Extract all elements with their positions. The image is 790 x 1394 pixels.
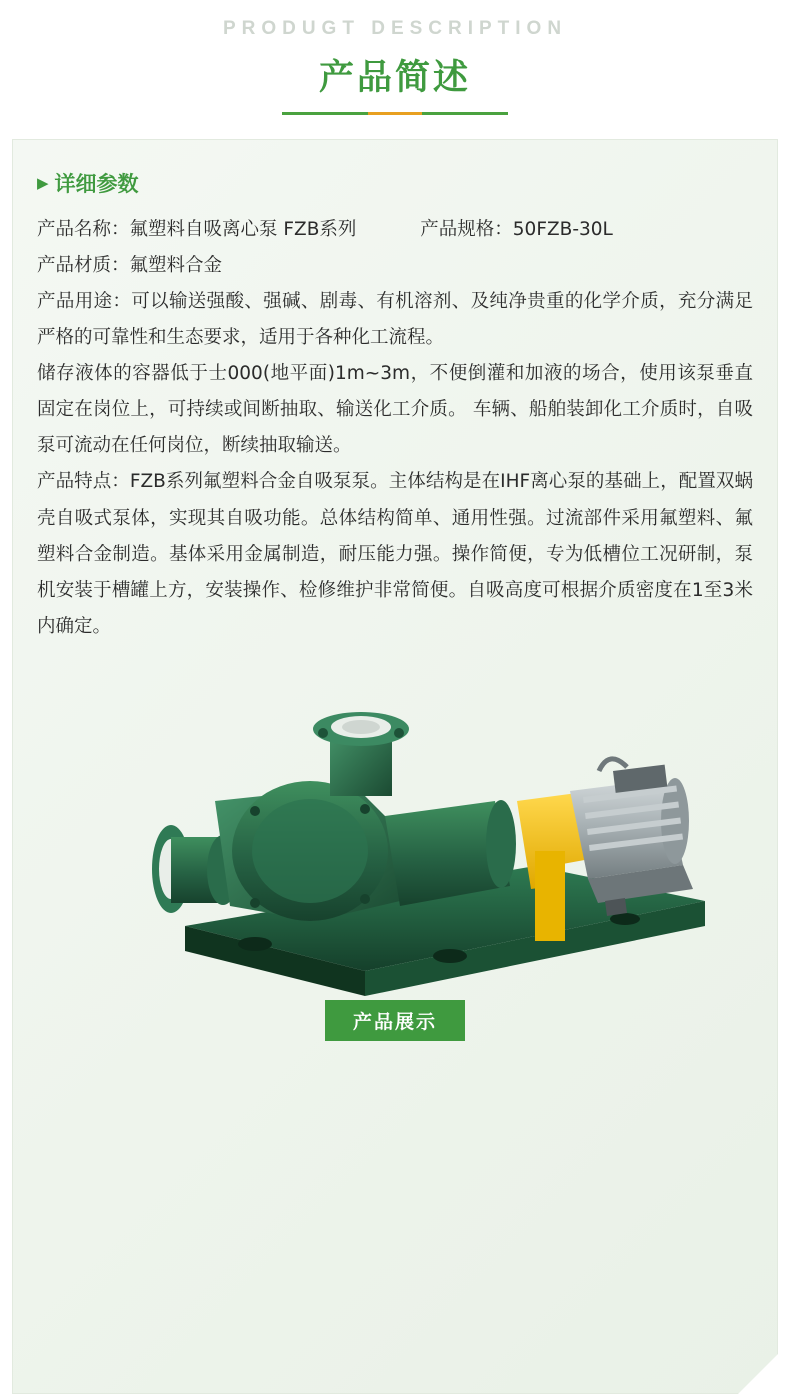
spec-row <box>37 248 753 284</box>
pump-body <box>215 781 400 921</box>
spec-name: 产品名称：氟塑料自吸离心泵 FZB系列 <box>37 219 357 240</box>
spec-application-paragraph: 储存液体的容器低于士000(地平面)1m~3m，不便倒灌和加液的场合，使用该泵垂直固定在岗位上，可持续或间断抽取、输送化工介质。 车辆、船舶装卸化工介质时，自吸泵可流动在任何岗位，断续抽取输送。 <box>37 363 753 457</box>
spec-usage-paragraph: 产品用途：可以输送强酸、强碱、剧毒、有机溶剂、及纯净贵重的化学介质，充分满足严格的可靠性和生态要求，适用于各种化工流程。 <box>37 291 753 349</box>
divider-center-segment <box>368 112 422 115</box>
page-header <box>0 0 790 115</box>
product-image <box>65 651 725 996</box>
triangle-right-icon: ▶ <box>37 173 49 192</box>
section-heading-label: 详细参数 <box>54 172 139 196</box>
divider-left-segment <box>282 112 368 115</box>
spec-row <box>37 212 753 248</box>
spec-material: 产品材质：氟塑料合金 <box>37 255 223 277</box>
spec-model: 产品规格：50FZB-30L <box>420 219 613 240</box>
image-caption-wrap <box>37 1000 753 1041</box>
spec-features-paragraph: 产品特点：FZB系列氟塑料合金自吸泵泵。主体结构是在IHF离心泵的基础上，配置双蜗壳自吸式泵体，实现其自吸功能。总体结构简单、通用性强。过流部件采用氟塑料、氟塑料合金制造。基体采用金属制造，耐压能力强。操作简便，专为低槽位工况研制，泵机安装于槽罐上方，安装操作、检修维护非常简便。自吸高度可根据介质密度在1至3米内确定。 <box>37 471 753 637</box>
details-card <box>12 139 778 1394</box>
spec-list <box>37 212 753 645</box>
title-divider <box>0 112 790 115</box>
product-image-wrap <box>37 651 753 996</box>
page-title: 产品简述 <box>318 58 471 98</box>
header-eyebrow: PRODUGT DESCRIPTION <box>222 18 568 39</box>
divider-right-segment <box>422 112 508 115</box>
image-caption-badge: 产品展示 <box>325 1000 465 1041</box>
section-heading <box>37 168 753 198</box>
